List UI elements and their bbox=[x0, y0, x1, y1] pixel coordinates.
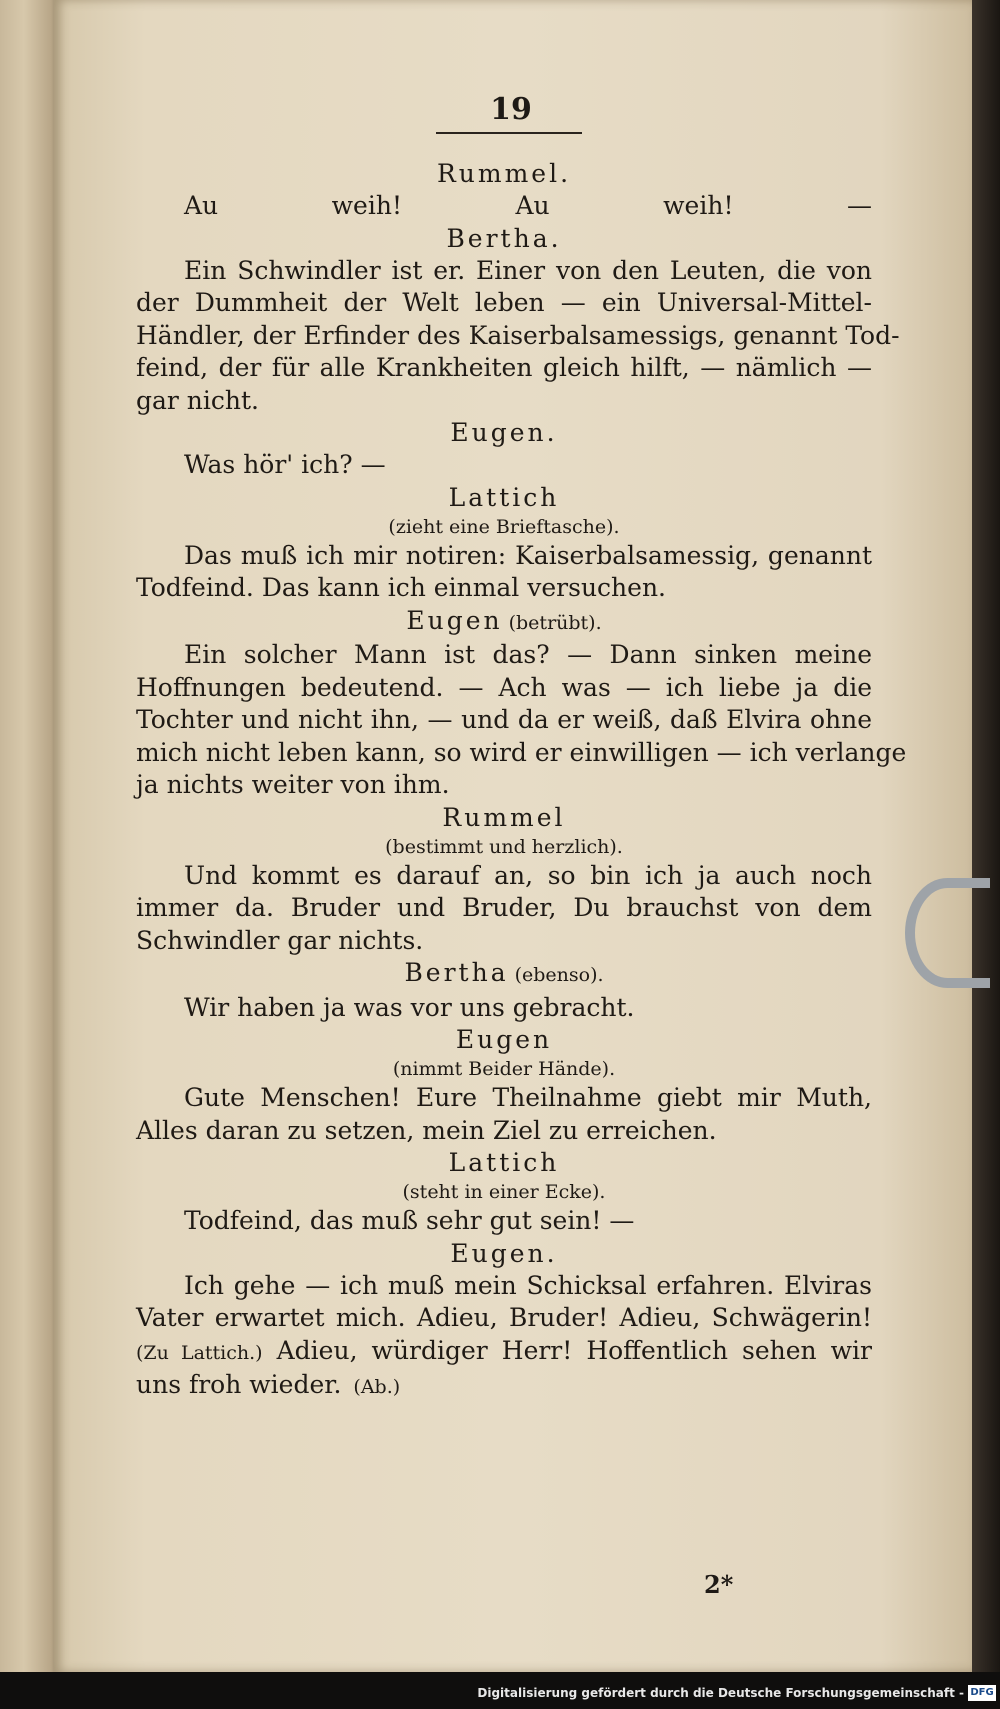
page-number: 19 bbox=[490, 92, 532, 127]
speaker-name: Eugen. bbox=[450, 1238, 558, 1268]
text-line: Gute Menschen! Eure Theilnahme giebt mir Muth, bbox=[184, 1083, 872, 1112]
text-line: Alles daran zu setzen, mein Ziel zu erreichen. bbox=[136, 1115, 717, 1145]
text-line: Hoffnungen bedeutend. — Ach was — ich liebe ja die bbox=[136, 672, 872, 702]
speaker-name: Rummel. bbox=[436, 159, 572, 188]
stage-direction: (Zu Lattich.) bbox=[136, 1341, 263, 1364]
page-number-rule bbox=[436, 132, 582, 134]
text-line: Schwindler gar nichts. bbox=[136, 925, 424, 955]
stage-direction: (bestimmt und herzlich). bbox=[385, 835, 623, 858]
stage-direction: (ebenso). bbox=[514, 964, 604, 986]
text-line: Das muß ich mir notiren: Kaiserbalsamessig, genannt bbox=[184, 540, 872, 570]
text-line: gar nicht. bbox=[136, 385, 259, 415]
stage-direction: (betrübt). bbox=[508, 611, 602, 634]
speaker-with-direction bbox=[136, 605, 872, 640]
speaker-name: Bertha. bbox=[446, 223, 562, 253]
footer-credit: Digitalisierung gefördert durch die Deutsche Forschungsgemeinschaft - bbox=[477, 1686, 964, 1700]
text-line: Ein Schwindler ist er. Einer von den Leuten, die von bbox=[184, 255, 872, 285]
speaker-name: Eugen. bbox=[450, 418, 558, 447]
text-line: Todfeind. Das kann ich einmal versuchen. bbox=[136, 573, 666, 602]
text-line: mich nicht leben kann, so wird er einwilligen — ich verlange bbox=[136, 737, 907, 767]
text-line: Vater erwartet mich. Adieu, Bruder! Adieu, Schwägerin! bbox=[136, 1303, 872, 1332]
dfg-logo: DFG bbox=[968, 1685, 996, 1701]
text-line bbox=[136, 1369, 872, 1404]
speaker-name: Eugen bbox=[455, 1025, 553, 1054]
text-line: ja nichts weiter von ihm. bbox=[136, 770, 450, 799]
text-line: Todfeind, das muß sehr gut sein! — bbox=[184, 1206, 635, 1235]
left-page-edge bbox=[0, 0, 60, 1672]
text-line: der Dummheit der Welt leben — ein Universal-Mittel- bbox=[136, 288, 872, 317]
stage-direction: (steht in einer Ecke). bbox=[402, 1181, 606, 1203]
text-line: Und kommt es darauf an, so bin ich ja auch noch bbox=[184, 860, 872, 890]
text-line: Tochter und nicht ihn, — und da er weiß, daß Elvira ohne bbox=[136, 705, 872, 734]
printer-signature: 2* bbox=[704, 1570, 734, 1599]
text-line: Wir haben ja was vor uns gebracht. bbox=[184, 992, 635, 1022]
speaker-with-direction bbox=[136, 957, 872, 992]
stage-direction: (nimmt Beider Hände). bbox=[392, 1058, 616, 1080]
stage-direction: (zieht eine Brieftasche). bbox=[388, 515, 620, 538]
text-line: Händler, der Erfinder des Kaiserbalsamessigs, genannt Tod- bbox=[136, 320, 900, 350]
text-line: Was hör' ich? — bbox=[184, 450, 386, 479]
stage-direction: (Ab.) bbox=[353, 1376, 401, 1398]
text-line: Au weih! Au weih! — bbox=[184, 191, 872, 220]
speaker-name: Bertha bbox=[404, 958, 509, 987]
text-line: immer da. Bruder und Bruder, Du brauchst von dem bbox=[136, 893, 872, 922]
text-line: feind, der für alle Krankheiten gleich hilft, — nämlich — bbox=[136, 353, 872, 382]
page-clip bbox=[905, 878, 990, 988]
speaker-name: Lattich bbox=[448, 482, 560, 512]
speaker-name: Rummel bbox=[442, 802, 566, 832]
speaker-name: Lattich bbox=[448, 1148, 560, 1177]
text-line bbox=[136, 1335, 872, 1370]
right-shadow bbox=[972, 0, 1000, 1672]
footer-bar bbox=[0, 1672, 1000, 1709]
text-line: Ein solcher Mann ist das? — Dann sinken meine bbox=[184, 640, 872, 669]
speaker-name: Eugen bbox=[406, 605, 503, 635]
play-text bbox=[136, 158, 907, 1404]
line-text: Adieu, würdiger Herr! Hoffentlich sehen wir bbox=[276, 1335, 872, 1365]
line-text: uns froh wieder. bbox=[136, 1370, 342, 1399]
text-line: Ich gehe — ich muß mein Schicksal erfahren. Elviras bbox=[184, 1270, 872, 1300]
